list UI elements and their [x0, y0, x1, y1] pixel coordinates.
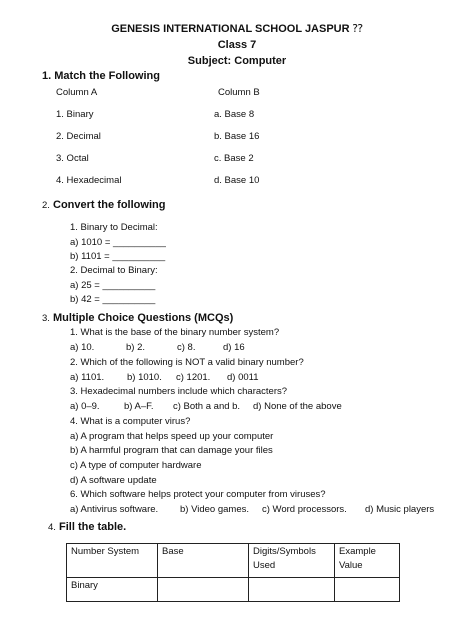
match-right-item: a. Base 8	[214, 109, 255, 120]
match-right-item: b. Base 16	[214, 131, 260, 142]
table-cell[interactable]	[335, 578, 400, 602]
mcq-option: c) 8.	[177, 342, 196, 353]
convert-line: 1. Binary to Decimal:	[70, 222, 158, 233]
table-header-cell: Number System	[67, 544, 158, 578]
convert-line: a) 1010 = __________	[70, 237, 166, 248]
mcq-option: b) Video games.	[180, 504, 250, 515]
number-system-table	[66, 543, 400, 602]
match-left-item: 4. Hexadecimal	[56, 175, 122, 186]
section-number: 1.	[42, 70, 52, 82]
mcq-question: 1. What is the base of the binary number system?	[70, 327, 280, 338]
table-cell[interactable]	[249, 578, 335, 602]
mcq-option: a) 10.	[70, 342, 95, 353]
section-title: Match the Following	[54, 70, 160, 82]
mcq-option: a) Antivirus software.	[70, 504, 159, 515]
table-cell[interactable]	[158, 578, 249, 602]
match-left-item: 2. Decimal	[56, 131, 101, 142]
section-2-heading	[42, 198, 165, 213]
mcq-question: 3. Hexadecimal numbers include which characters?	[70, 386, 288, 397]
section-title: Fill the table.	[59, 521, 127, 533]
column-b-header: Column B	[218, 87, 260, 98]
mcq-question: 2. Which of the following is NOT a valid binary number?	[70, 357, 304, 368]
match-right-item: d. Base 10	[214, 175, 260, 186]
table-header-cell: Base	[158, 544, 249, 578]
section-number: 2.	[42, 200, 50, 211]
table-header-cell: Digits/Symbols Used	[249, 544, 335, 578]
mcq-option: b) A harmful program that can damage your files	[70, 445, 273, 456]
section-3-heading	[42, 311, 233, 326]
convert-line: b) 1101 = __________	[70, 251, 166, 262]
subject-title: Subject: Computer	[187, 55, 287, 67]
section-1-heading	[42, 69, 160, 83]
mcq-option: c) Word processors.	[262, 504, 347, 515]
mcq-option: a) A program that helps speed up your computer	[70, 431, 274, 442]
section-title: Multiple Choice Questions (MCQs)	[53, 312, 234, 324]
mcq-option: d) None of the above	[253, 401, 342, 412]
class-title: Class 7	[217, 39, 257, 51]
mcq-option: c) A type of computer hardware	[70, 460, 202, 471]
match-left-item: 3. Octal	[56, 153, 89, 164]
mcq-question: 6. Which software helps protect your computer from viruses?	[70, 489, 326, 500]
convert-line: a) 25 = __________	[70, 280, 156, 291]
section-4-heading	[48, 520, 126, 535]
match-left-item: 1. Binary	[56, 109, 94, 120]
school-name	[0, 22, 474, 36]
table-header-row	[67, 544, 400, 578]
mcq-option: a) 0–9.	[70, 401, 100, 412]
convert-line: 2. Decimal to Binary:	[70, 265, 158, 276]
mcq-option: d) 0011	[227, 372, 259, 383]
mcq-option: d) 16	[223, 342, 245, 353]
convert-line: b) 42 = __________	[70, 294, 156, 305]
unknown-glyph-icon: ⁇	[352, 23, 363, 35]
mcq-option: b) 2.	[126, 342, 146, 353]
mcq-option: b) 1010.	[127, 372, 162, 383]
section-number: 4.	[48, 522, 56, 533]
school-name-text: GENESIS INTERNATIONAL SCHOOL JASPUR	[111, 23, 350, 35]
mcq-option: c) 1201.	[176, 372, 211, 383]
mcq-option: d) A software update	[70, 475, 157, 486]
table-row	[67, 578, 400, 602]
table-cell: Binary	[67, 578, 158, 602]
mcq-option: a) 1101.	[70, 372, 105, 383]
column-a-header: Column A	[56, 87, 98, 98]
mcq-option: b) A–F.	[124, 401, 154, 412]
mcq-option: d) Music players	[365, 504, 435, 515]
table-header-cell: Example Value	[335, 544, 400, 578]
match-right-item: c. Base 2	[214, 153, 254, 164]
section-number: 3.	[42, 313, 50, 324]
section-title: Convert the following	[53, 199, 166, 211]
mcq-option: c) Both a and b.	[173, 401, 241, 412]
mcq-question: 4. What is a computer virus?	[70, 416, 191, 427]
